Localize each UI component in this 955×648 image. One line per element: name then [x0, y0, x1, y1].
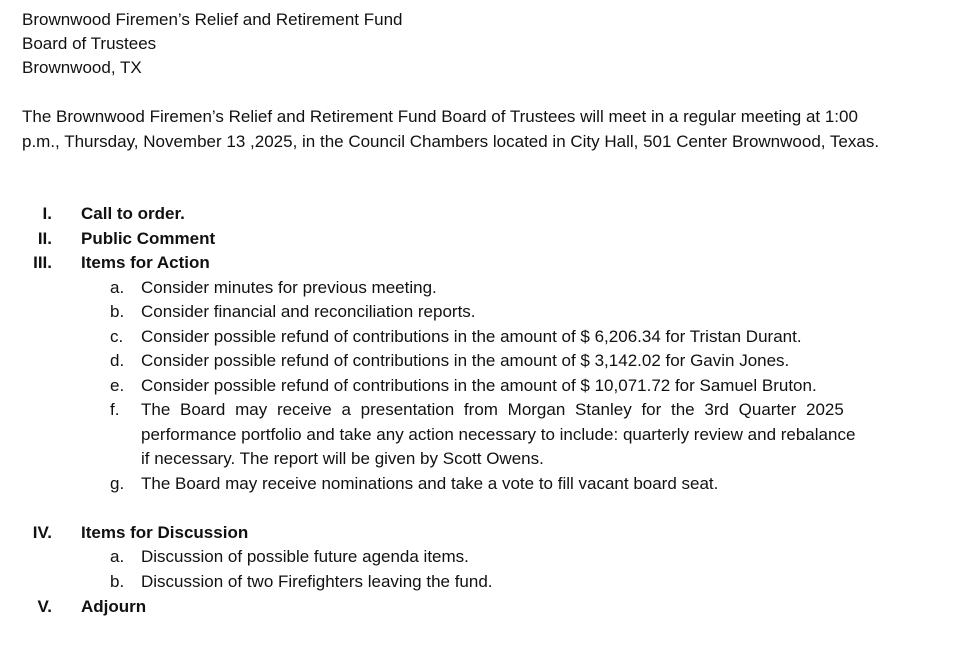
item-text: Consider possible refund of contributions in the amount of $ 6,206.34 for Tristan Durant. [141, 327, 802, 346]
section-title: Public Comment [81, 229, 216, 248]
item-letter: f. [110, 400, 120, 419]
section-number: IV. [32, 523, 52, 542]
section-number: I. [42, 204, 52, 223]
item-text-line: if necessary. The report will be given by Scott Owens. [141, 449, 544, 468]
notice-line-2: p.m., Thursday, November 13 ,2025, in the Council Chambers located in City Hall, 501 Center Brownwood, Texas. [22, 131, 880, 151]
item-text: Discussion of two Firefighters leaving the fund. [141, 572, 493, 591]
item-text: Consider financial and reconciliation reports. [141, 302, 476, 321]
item-letter: a. [110, 278, 125, 297]
item-text-line: The Board may receive a presentation from Morgan Stanley for the 3rd Quarter 2025 [141, 400, 844, 419]
item-text [141, 398, 923, 472]
section-number: II. [37, 229, 52, 248]
item-letter: a. [110, 547, 125, 566]
meeting-notice [22, 105, 932, 154]
item-text: Consider minutes for previous meeting. [141, 278, 437, 297]
notice-line-1: The Brownwood Firemen’s Relief and Retirement Fund Board of Trustees will meet in a regular meeting at 1:00 [22, 107, 858, 126]
item-letter: c. [110, 327, 124, 346]
document-header [22, 8, 402, 80]
item-text: The Board may receive nominations and take a vote to fill vacant board seat. [141, 474, 719, 493]
city-state: Brownwood, TX [22, 58, 142, 77]
section-number: V. [37, 597, 52, 616]
section-number: III. [33, 253, 52, 272]
section-title: Items for Discussion [81, 523, 249, 542]
item-letter: g. [110, 474, 125, 493]
section-title: Call to order. [81, 204, 185, 223]
section-title: Items for Action [81, 253, 210, 272]
fund-name: Brownwood Firemen’s Relief and Retirement Fund [22, 10, 403, 29]
item-letter: b. [110, 302, 125, 321]
item-text-line: performance portfolio and take any action necessary to include: quarterly review and rebalance [141, 424, 856, 444]
section-title: Adjourn [81, 597, 147, 616]
item-letter: e. [110, 376, 125, 395]
item-text: Consider possible refund of contributions in the amount of $ 10,071.72 for Samuel Bruton. [141, 376, 817, 395]
item-text: Consider possible refund of contributions in the amount of $ 3,142.02 for Gavin Jones. [141, 351, 790, 370]
item-letter: d. [110, 351, 125, 370]
item-letter: b. [110, 572, 125, 591]
item-text: Discussion of possible future agenda items. [141, 547, 469, 566]
board-name: Board of Trustees [22, 34, 157, 53]
